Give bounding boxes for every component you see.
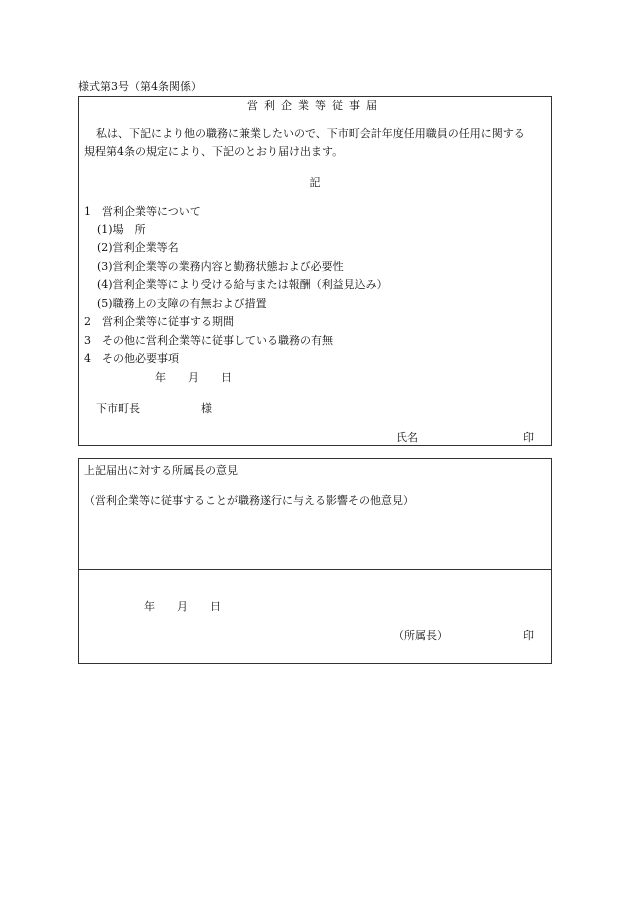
opinion-subheading: （営利企業等に従事することが職務遂行に与える影響その他意見） <box>84 494 414 507</box>
chief-label: （所属長） <box>393 629 448 642</box>
applicant-name-label: 氏名 <box>396 431 418 444</box>
addressee: 下市町長 <box>96 402 140 415</box>
addressee-honorific: 様 <box>201 402 212 415</box>
form-title: 営利企業等従事届 <box>247 99 383 112</box>
item-1-3: (3)営利企業等の業務内容と勤務状態および必要性 <box>97 260 344 273</box>
opinion-box <box>78 458 552 664</box>
ki-heading: 記 <box>309 176 321 189</box>
item-3: 3 その他に営利企業等に従事している職務の有無 <box>84 334 333 347</box>
opinion-heading: 上記届出に対する所属長の意見 <box>84 464 238 477</box>
form-number-label: 様式第3号（第4条関係） <box>78 80 202 93</box>
item-1-2: (2)営利企業等名 <box>97 241 179 254</box>
chief-seal: 印 <box>523 629 534 642</box>
intro-text-line2: 規程第4条の規定により、下記のとおり届け出ます。 <box>84 145 344 158</box>
item-4: 4 その他必要事項 <box>84 352 179 365</box>
item-1-4: (4)営利企業等により受ける給与または報酬（利益見込み） <box>97 278 388 291</box>
applicant-seal: 印 <box>523 431 534 444</box>
intro-text-line1: 私は、下記により他の職務に兼業したいので、下市町会計年度任用職員の任用に関する <box>96 127 525 140</box>
item-1-5: (5)職務上の支障の有無および措置 <box>97 297 267 310</box>
item-2: 2 営利企業等に従事する期間 <box>84 315 234 328</box>
opinion-divider <box>78 569 552 570</box>
item-1-1: (1)場 所 <box>97 223 146 236</box>
submission-date: 年 月 日 <box>155 371 232 384</box>
opinion-date: 年 月 日 <box>144 600 221 613</box>
item-1: 1 営利企業等について <box>84 205 201 218</box>
